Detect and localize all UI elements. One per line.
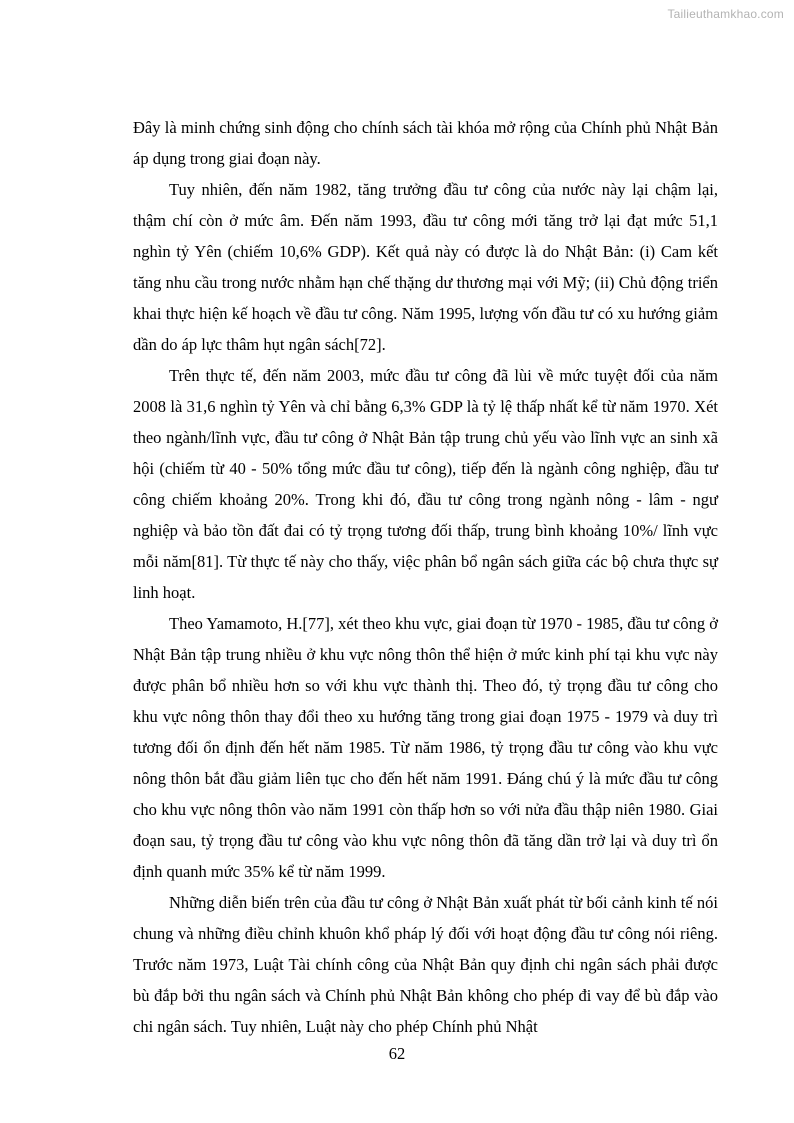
watermark-text: Tailieuthamkhao.com: [667, 7, 784, 21]
paragraph-continuation: Đây là minh chứng sinh động cho chính sách tài khóa mở rộng của Chính phủ Nhật Bản áp dụng trong giai đoạn này.: [133, 118, 718, 168]
page-number: 62: [388, 1044, 406, 1063]
paragraph: Những diễn biến trên của đầu tư công ở Nhật Bản xuất phát từ bối cảnh kinh tế nói chung và những điều chỉnh khuôn khổ pháp lý đối với hoạt động đầu tư công nói riêng. Trước năm 1973, Luật Tài chính công của Nhật Bản quy định chi ngân sách phải được bù đắp bởi thu ngân sách và Chính phủ Nhật Bản không cho phép đi vay để bù đắp vào chi ngân sách. Tuy nhiên, Luật này cho phép Chính phủ Nhật: [133, 893, 718, 1036]
paragraph: Trên thực tế, đến năm 2003, mức đầu tư công đã lùi về mức tuyệt đối của năm 2008 là 31,6 nghìn tỷ Yên và chỉ bằng 6,3% GDP là tỷ lệ thấp nhất kể từ năm 1970. Xét theo ngành/lĩnh vực, đầu tư công ở Nhật Bản tập trung chủ yếu vào lĩnh vực an sinh xã hội (chiếm từ 40 - 50% tổng mức đầu tư công), tiếp đến là ngành công nghiệp, đầu tư công chiếm khoảng 20%. Trong khi đó, đầu tư công trong ngành nông - lâm - ngư nghiệp và bảo tồn đất đai có tỷ trọng tương đối thấp, trung bình khoảng 10%/ lĩnh vực mỗi năm[81]. Từ thực tế này cho thấy, việc phân bổ ngân sách giữa các bộ chưa thực sự linh hoạt.: [133, 366, 718, 602]
document-body: [133, 112, 718, 1042]
paragraph: Theo Yamamoto, H.[77], xét theo khu vực, giai đoạn từ 1970 - 1985, đầu tư công ở Nhật Bản tập trung nhiều ở khu vực nông thôn thể hiện ở mức kinh phí tại khu vực này được phân bổ nhiều hơn so với khu vực thành thị. Theo đó, tỷ trọng đầu tư công cho khu vực nông thôn thay đổi theo xu hướng tăng trong giai đoạn 1975 - 1979 và duy trì tương đối ổn định đến hết năm 1985. Từ năm 1986, tỷ trọng đầu tư công vào khu vực nông thôn bắt đầu giảm liên tục cho đến hết năm 1991. Đáng chú ý là mức đầu tư công cho khu vực nông thôn vào năm 1991 còn thấp hơn so với nửa đầu thập niên 1980. Giai đoạn sau, tỷ trọng đầu tư công vào khu vực nông thôn đã tăng dần trở lại và duy trì ổn định quanh mức 35% kể từ năm 1999.: [133, 614, 718, 881]
paragraph: Tuy nhiên, đến năm 1982, tăng trưởng đầu tư công của nước này lại chậm lại, thậm chí còn ở mức âm. Đến năm 1993, đầu tư công mới tăng trở lại đạt mức 51,1 nghìn tỷ Yên (chiếm 10,6% GDP). Kết quả này có được là do Nhật Bản: (i) Cam kết tăng nhu cầu trong nước nhằm hạn chế thặng dư thương mại với Mỹ; (ii) Chủ động triển khai thực hiện kế hoạch về đầu tư công. Năm 1995, lượng vốn đầu tư có xu hướng giảm dần do áp lực thâm hụt ngân sách[72].: [133, 180, 718, 354]
